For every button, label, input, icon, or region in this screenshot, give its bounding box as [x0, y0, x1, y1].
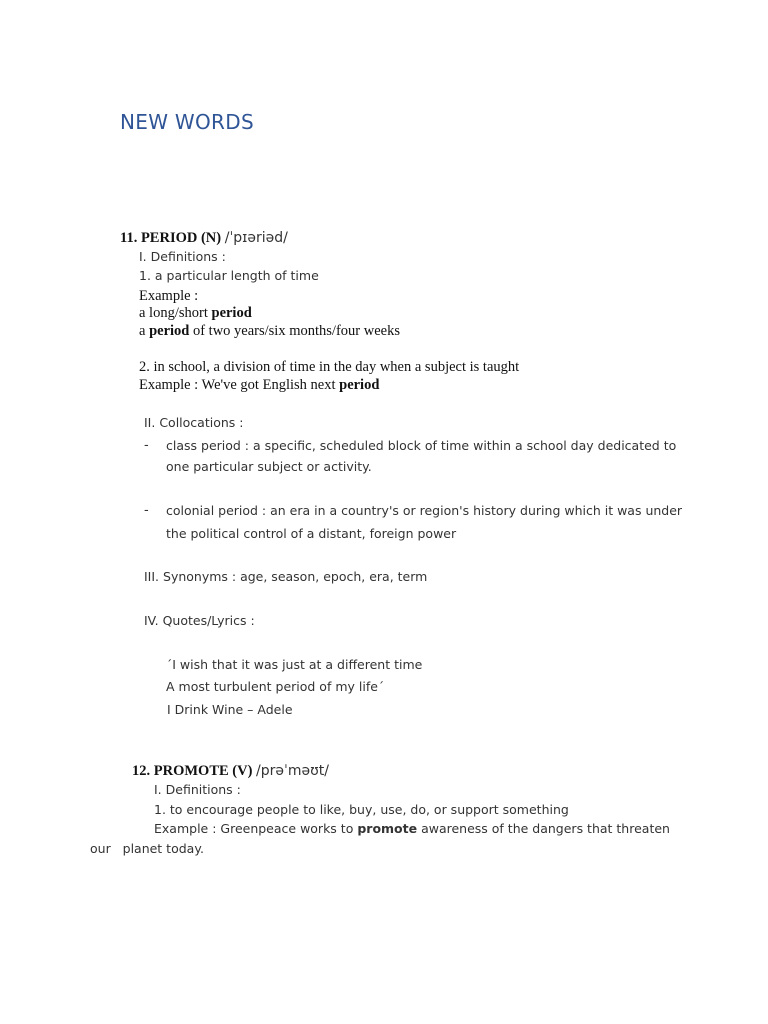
- quote-source: I Drink Wine – Adele: [167, 702, 293, 717]
- example-text: a period of two years/six months/four weeks: [139, 323, 400, 339]
- collocation-text: colonial period : an era in a country's or region's history during which it was under: [166, 503, 683, 518]
- quote-line: A most turbulent period of my life´: [166, 679, 385, 694]
- example-text: Example : Greenpeace works to promote awareness of the dangers that threaten: [154, 821, 670, 836]
- example-text: our planet today.: [90, 841, 204, 856]
- quotes-label: IV. Quotes/Lyrics :: [144, 613, 255, 628]
- entry-heading: [120, 230, 288, 247]
- quote-line: ´I wish that it was just at a different time: [166, 657, 423, 672]
- collocation-text: class period : a specific, scheduled block of time within a school day dedicated to: [166, 438, 677, 453]
- collocation-text: the political control of a distant, foreign power: [166, 526, 457, 541]
- definitions-label: I. Definitions :: [139, 249, 226, 264]
- bullet-dash: -: [144, 438, 149, 453]
- entry-word: 12. PROMOTE (V): [132, 763, 253, 779]
- example-text: a long/short period: [139, 305, 252, 321]
- collocation-text: one particular subject or activity.: [166, 459, 372, 474]
- synonyms-text: III. Synonyms : age, season, epoch, era, term: [144, 569, 428, 584]
- definition-text: 1. a particular length of time: [139, 268, 319, 283]
- page-title: NEW WORDS: [120, 110, 254, 134]
- entry-heading: [132, 763, 329, 780]
- collocations-label: II. Collocations :: [144, 415, 244, 430]
- entry-word: 11. PERIOD (N): [120, 230, 222, 246]
- example-text: Example : We've got English next period: [139, 377, 380, 393]
- entry-ipa: /ˈpɪəriəd/: [224, 230, 288, 246]
- entry-ipa: /prəˈməʊt/: [256, 763, 329, 779]
- definition-text: 1. to encourage people to like, buy, use, do, or support something: [154, 802, 569, 817]
- example-label: Example :: [139, 288, 199, 304]
- definitions-label: I. Definitions :: [154, 782, 241, 797]
- definition-text: 2. in school, a division of time in the day when a subject is taught: [139, 359, 520, 375]
- bullet-dash: -: [144, 503, 149, 518]
